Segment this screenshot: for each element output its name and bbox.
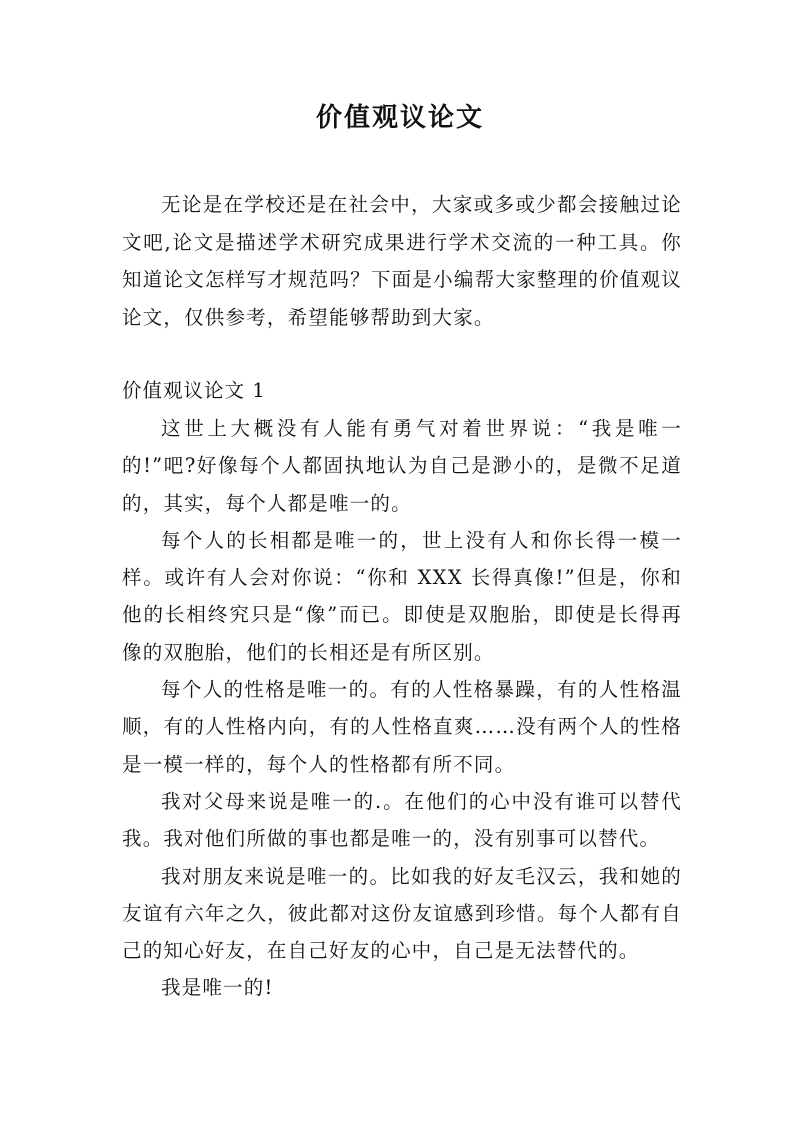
essay-body	[122, 410, 682, 1007]
document-title: 价值观议论文	[315, 103, 484, 133]
section-heading: 价值观议论文 1	[122, 379, 266, 402]
essay-paragraph: 我对父母来说是唯一的.。在他们的心中没有谁可以替代我。我对他们所做的事也都是唯一的，没有别事可以替代。	[122, 789, 682, 851]
essay-paragraph: 每个人的性格是唯一的。有的人性格暴躁，有的人性格温顺，有的人性格内向，有的人性格直爽……没有两个人的性格是一模一样的，每个人的性格都有所不同。	[122, 678, 682, 776]
essay-paragraph: 每个人的长相都是唯一的，世上没有人和你长得一模一样。或许有人会对你说：“你和 XXX 长得真像!”但是，你和他的长相终究只是“像”而已。即使是双胞胎，即使是长得再像的双胞胎，他们的长相还是有所区别。	[122, 528, 682, 664]
essay-paragraph: 我是唯一的!	[161, 976, 274, 1000]
essay-paragraph: 这世上大概没有人能有勇气对着世界说：“我是唯一的!”吧?好像每个人都固执地认为自己是渺小的，是微不足道的，其实，每个人都是唯一的。	[122, 417, 682, 515]
intro-paragraph: 无论是在学校还是在社会中，大家或多或少都会接触过论文吧,论文是描述学术研究成果进行学术交流的一种工具。你知道论文怎样写才规范吗？下面是小编帮大家整理的价值观议论文，仅供参考，希望能够帮助到大家。	[122, 193, 682, 329]
essay-paragraph: 我对朋友来说是唯一的。比如我的好友毛汉云，我和她的友谊有六年之久，彼此都对这份友谊感到珍惜。每个人都有自己的知心好友，在自己好友的心中，自己是无法替代的。	[122, 864, 682, 963]
